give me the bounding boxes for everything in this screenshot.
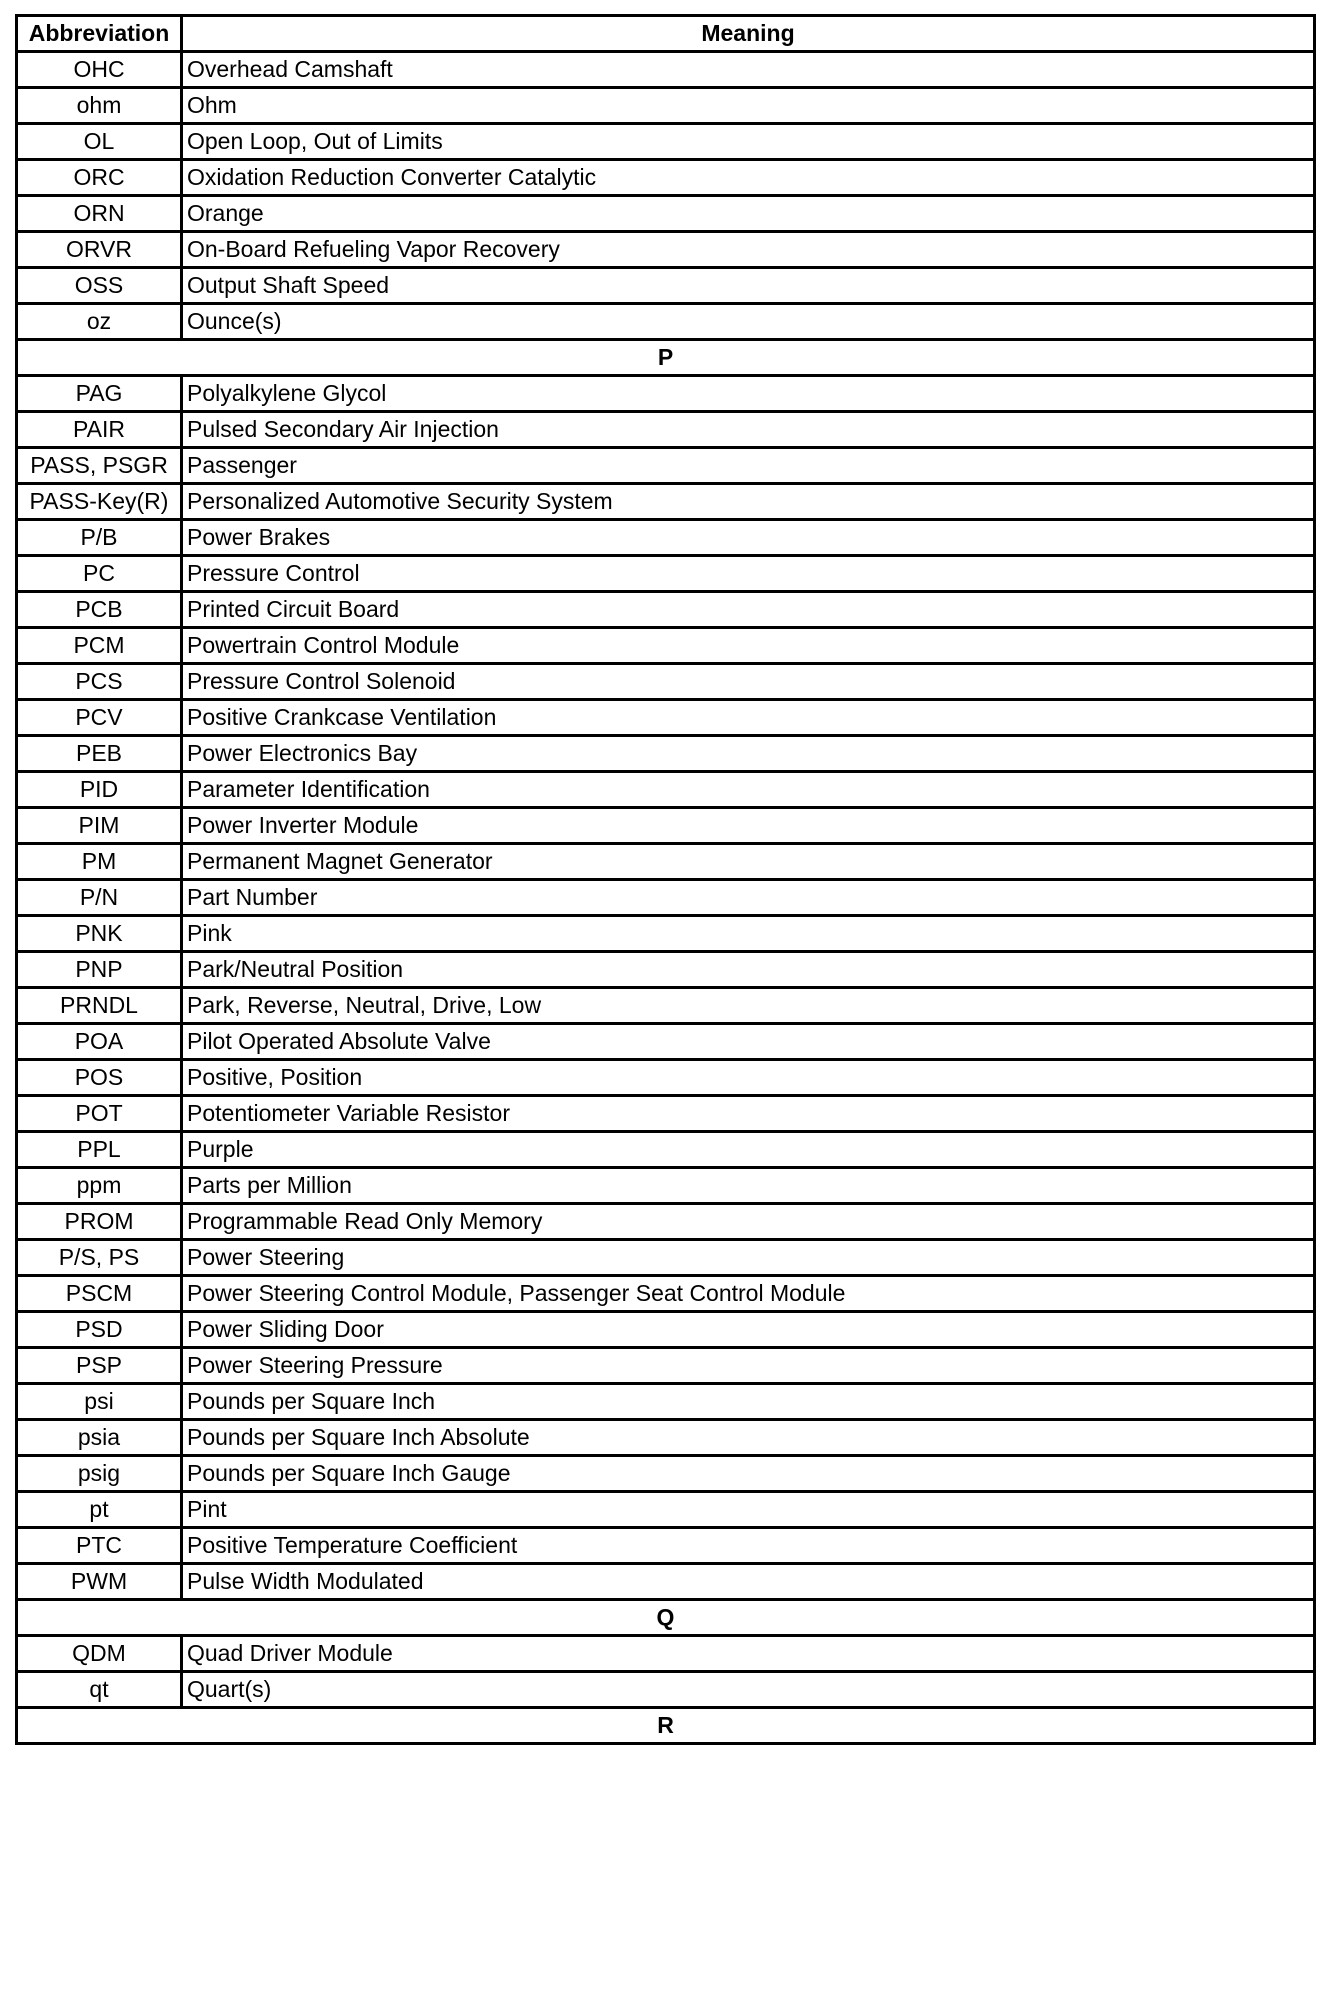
abbreviation-cell: psig (17, 1456, 182, 1492)
abbreviation-cell: ORN (17, 196, 182, 232)
table-row (17, 1564, 1315, 1600)
abbreviation-cell: PNK (17, 916, 182, 952)
table-row (17, 1168, 1315, 1204)
meaning-cell: Quart(s) (182, 1672, 1315, 1708)
meaning-cell: Pressure Control Solenoid (182, 664, 1315, 700)
table-row (17, 1024, 1315, 1060)
abbreviation-cell: PID (17, 772, 182, 808)
meaning-cell: Pounds per Square Inch Gauge (182, 1456, 1315, 1492)
abbreviation-cell: P/N (17, 880, 182, 916)
abbreviation-cell: PCB (17, 592, 182, 628)
table-row (17, 304, 1315, 340)
table-row (17, 1312, 1315, 1348)
table-row (17, 1528, 1315, 1564)
table-row (17, 1492, 1315, 1528)
abbreviation-cell: PAG (17, 376, 182, 412)
table-row (17, 52, 1315, 88)
meaning-cell: Power Sliding Door (182, 1312, 1315, 1348)
abbreviation-cell: ORC (17, 160, 182, 196)
abbreviation-cell: PTC (17, 1528, 182, 1564)
meaning-cell: Orange (182, 196, 1315, 232)
table-body (17, 52, 1315, 1744)
abbreviation-cell: POT (17, 1096, 182, 1132)
table-row (17, 448, 1315, 484)
abbreviation-cell: pt (17, 1492, 182, 1528)
abbreviation-cell: PCS (17, 664, 182, 700)
meaning-cell: Pink (182, 916, 1315, 952)
table-row (17, 1060, 1315, 1096)
abbreviation-cell: PEB (17, 736, 182, 772)
abbreviation-cell: PC (17, 556, 182, 592)
abbreviation-cell: PNP (17, 952, 182, 988)
meaning-cell: Park/Neutral Position (182, 952, 1315, 988)
table-row (17, 1276, 1315, 1312)
table-row (17, 1348, 1315, 1384)
table-row (17, 268, 1315, 304)
table-row (17, 1204, 1315, 1240)
abbreviation-cell: OSS (17, 268, 182, 304)
abbreviation-cell: P/B (17, 520, 182, 556)
table-row (17, 1456, 1315, 1492)
meaning-cell: Pounds per Square Inch Absolute (182, 1420, 1315, 1456)
meaning-cell: Powertrain Control Module (182, 628, 1315, 664)
meaning-cell: Printed Circuit Board (182, 592, 1315, 628)
meaning-cell: Power Steering Control Module, Passenger Seat Control Module (182, 1276, 1315, 1312)
abbreviation-cell: PROM (17, 1204, 182, 1240)
table-row (17, 952, 1315, 988)
table-row (17, 736, 1315, 772)
meaning-cell: Parameter Identification (182, 772, 1315, 808)
table-row (17, 664, 1315, 700)
meaning-cell: Open Loop, Out of Limits (182, 124, 1315, 160)
meaning-cell: Pressure Control (182, 556, 1315, 592)
table-row (17, 988, 1315, 1024)
abbreviation-cell: PRNDL (17, 988, 182, 1024)
abbreviation-cell: oz (17, 304, 182, 340)
meaning-cell: Positive Crankcase Ventilation (182, 700, 1315, 736)
meaning-cell: Pulsed Secondary Air Injection (182, 412, 1315, 448)
column-header-meaning: Meaning (182, 16, 1315, 52)
table-header-row (17, 16, 1315, 52)
abbreviation-cell: PSP (17, 1348, 182, 1384)
abbreviation-cell: PASS-Key(R) (17, 484, 182, 520)
meaning-cell: Purple (182, 1132, 1315, 1168)
abbreviation-cell: POA (17, 1024, 182, 1060)
table-row (17, 376, 1315, 412)
meaning-cell: Programmable Read Only Memory (182, 1204, 1315, 1240)
table-row (17, 196, 1315, 232)
section-letter: P (17, 340, 1315, 376)
table-row (17, 1420, 1315, 1456)
section-header-row (17, 340, 1315, 376)
meaning-cell: Pulse Width Modulated (182, 1564, 1315, 1600)
abbreviation-cell: PCV (17, 700, 182, 736)
meaning-cell: Power Steering (182, 1240, 1315, 1276)
meaning-cell: Positive, Position (182, 1060, 1315, 1096)
meaning-cell: Part Number (182, 880, 1315, 916)
abbreviation-cell: QDM (17, 1636, 182, 1672)
meaning-cell: Permanent Magnet Generator (182, 844, 1315, 880)
table-row (17, 1384, 1315, 1420)
meaning-cell: Park, Reverse, Neutral, Drive, Low (182, 988, 1315, 1024)
table-row (17, 700, 1315, 736)
table-row (17, 484, 1315, 520)
abbreviation-cell: P/S, PS (17, 1240, 182, 1276)
abbreviation-cell: PWM (17, 1564, 182, 1600)
table-row (17, 1240, 1315, 1276)
meaning-cell: Quad Driver Module (182, 1636, 1315, 1672)
meaning-cell: Pilot Operated Absolute Valve (182, 1024, 1315, 1060)
table-row (17, 1636, 1315, 1672)
table-row (17, 412, 1315, 448)
table-row (17, 916, 1315, 952)
table-row (17, 808, 1315, 844)
table-row (17, 160, 1315, 196)
abbreviation-cell: OHC (17, 52, 182, 88)
table-row (17, 628, 1315, 664)
abbreviation-cell: PIM (17, 808, 182, 844)
column-header-abbreviation: Abbreviation (17, 16, 182, 52)
abbreviation-cell: PASS, PSGR (17, 448, 182, 484)
abbreviation-cell: ORVR (17, 232, 182, 268)
abbreviation-cell: PCM (17, 628, 182, 664)
meaning-cell: Ounce(s) (182, 304, 1315, 340)
table-row (17, 592, 1315, 628)
table-row (17, 880, 1315, 916)
meaning-cell: Oxidation Reduction Converter Catalytic (182, 160, 1315, 196)
meaning-cell: Power Inverter Module (182, 808, 1315, 844)
abbreviation-cell: ppm (17, 1168, 182, 1204)
meaning-cell: Power Steering Pressure (182, 1348, 1315, 1384)
abbreviation-cell: qt (17, 1672, 182, 1708)
table-row (17, 232, 1315, 268)
abbreviation-cell: PSD (17, 1312, 182, 1348)
meaning-cell: Personalized Automotive Security System (182, 484, 1315, 520)
abbreviation-cell: POS (17, 1060, 182, 1096)
abbreviation-cell: psi (17, 1384, 182, 1420)
abbreviation-cell: ohm (17, 88, 182, 124)
meaning-cell: Passenger (182, 448, 1315, 484)
meaning-cell: Output Shaft Speed (182, 268, 1315, 304)
table-row (17, 556, 1315, 592)
abbreviation-table (15, 14, 1316, 1745)
meaning-cell: Power Brakes (182, 520, 1315, 556)
table-row (17, 772, 1315, 808)
table-row (17, 124, 1315, 160)
abbreviation-cell: PAIR (17, 412, 182, 448)
meaning-cell: Pint (182, 1492, 1315, 1528)
meaning-cell: Ohm (182, 88, 1315, 124)
abbreviation-cell: PM (17, 844, 182, 880)
section-letter: Q (17, 1600, 1315, 1636)
section-header-row (17, 1708, 1315, 1744)
section-header-row (17, 1600, 1315, 1636)
meaning-cell: On-Board Refueling Vapor Recovery (182, 232, 1315, 268)
table-row (17, 1672, 1315, 1708)
meaning-cell: Positive Temperature Coefficient (182, 1528, 1315, 1564)
table-row (17, 88, 1315, 124)
table-row (17, 844, 1315, 880)
table-row (17, 1096, 1315, 1132)
meaning-cell: Pounds per Square Inch (182, 1384, 1315, 1420)
abbreviation-cell: OL (17, 124, 182, 160)
meaning-cell: Power Electronics Bay (182, 736, 1315, 772)
meaning-cell: Parts per Million (182, 1168, 1315, 1204)
table-row (17, 520, 1315, 556)
meaning-cell: Polyalkylene Glycol (182, 376, 1315, 412)
meaning-cell: Overhead Camshaft (182, 52, 1315, 88)
meaning-cell: Potentiometer Variable Resistor (182, 1096, 1315, 1132)
table-row (17, 1132, 1315, 1168)
abbreviation-cell: psia (17, 1420, 182, 1456)
section-letter: R (17, 1708, 1315, 1744)
abbreviation-cell: PPL (17, 1132, 182, 1168)
abbreviation-cell: PSCM (17, 1276, 182, 1312)
